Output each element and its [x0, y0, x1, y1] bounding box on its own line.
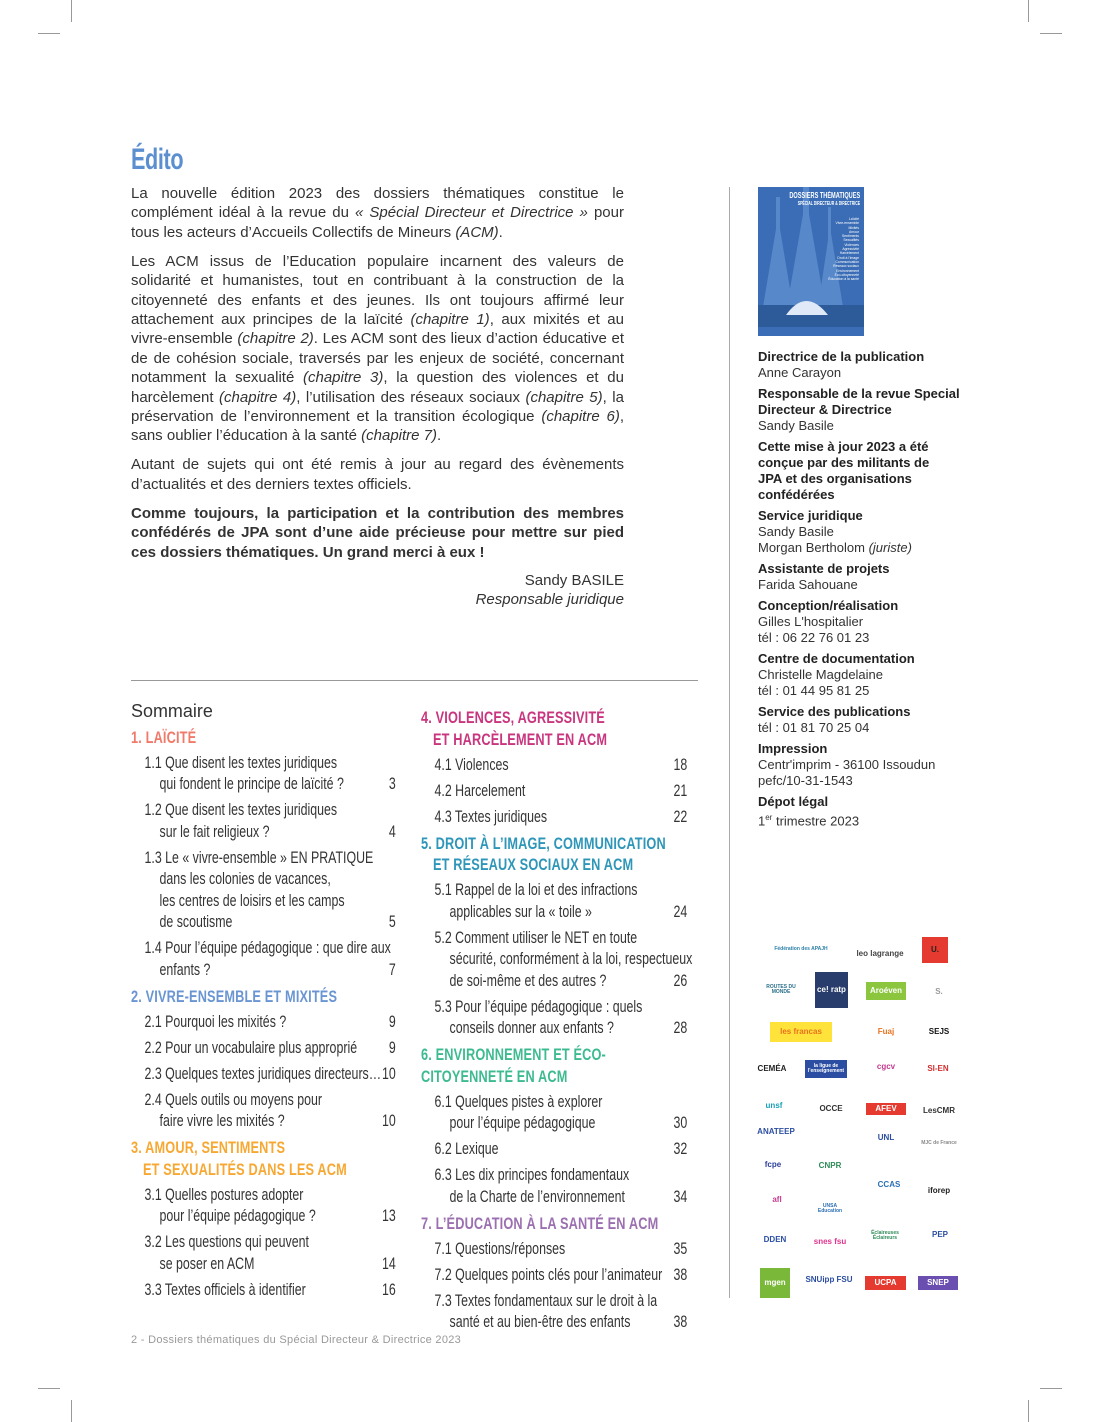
toc-item[interactable] [131, 1185, 396, 1228]
toc-page-number: 9 [388, 1012, 396, 1031]
partner-logo: ROUTES DU MONDE [766, 984, 796, 995]
toc-item-text: 4.3 Textes juridiques [434, 807, 548, 826]
toc-item[interactable] [131, 1232, 396, 1275]
toc-page-number: 13 [381, 1207, 396, 1225]
sommaire-label: Sommaire [131, 701, 213, 721]
toc-item-text: 6.2 Lexique [434, 1140, 499, 1158]
toc-item[interactable] [131, 1064, 396, 1086]
credit-text: Christelle Magdelaine [758, 667, 884, 682]
toc-item-text: santé et au bien-être des enfants [449, 1313, 631, 1331]
credit-group [758, 741, 973, 789]
credit-group [758, 598, 973, 646]
toc-item[interactable] [421, 1139, 687, 1161]
toc-page-number: 22 [673, 807, 688, 826]
toc-item-text: 2.4 Quels outils ou moyens pour [144, 1090, 322, 1109]
toc-item-text: de soi-même et des autres ? [449, 971, 607, 990]
crop-mark [38, 33, 60, 34]
toc-page-number: 10 [381, 1112, 396, 1130]
italic-text: (chapitre 3) [302, 369, 384, 387]
heading-line: ET HARCÈLEMENT EN ACM [433, 729, 608, 749]
credit-text: Sandy Basile [758, 524, 834, 539]
credit-heading: Conception/réalisation [758, 598, 899, 613]
crop-mark [38, 1388, 60, 1389]
toc-page-number: 5 [388, 913, 396, 931]
text-segment: pour tous les acteurs d’Accueils Collectifs de Mineurs [131, 204, 624, 241]
toc-item[interactable] [421, 1165, 687, 1208]
credit-text: Morgan Bertholom [758, 540, 869, 555]
toc-item-text: 5.3 Pour l’équipe pédagogique : quels [434, 997, 643, 1016]
edito-body [131, 184, 624, 610]
cover-topic: Réseaux sociaux [833, 264, 859, 269]
credit-heading: Cette mise à jour 2023 a été [758, 439, 929, 454]
toc-item[interactable] [421, 755, 687, 777]
heading-line: 6. ENVIRONNEMENT ET ÉCO-CITOYENNETÉ EN ACM [421, 1045, 606, 1086]
toc-item[interactable] [131, 848, 396, 934]
partner-logo: PEP [931, 1230, 948, 1239]
credit-line [758, 614, 973, 630]
heading-line: 3. AMOUR, SENTIMENTS [131, 1138, 286, 1157]
partner-logo: les francas [770, 1022, 832, 1042]
partner-logo: Fédération des APAJH [774, 945, 828, 952]
text-segment: Les ACM issus de l’Education populaire incarnent des valeurs de solidarité et humanistes, tout en contribuant à la construction de la citoyenneté des enfants et des jeunes. Ils ont toujours affirmé leur attachement aux principes de la laïcité [131, 252, 624, 329]
text-segment: La nouvelle édition 2023 des dossiers thématiques constitue le complément idéal à la revue du [131, 185, 624, 222]
toc-page-number: 10 [381, 1064, 396, 1083]
credit-note: (juriste) [868, 540, 912, 555]
credit-line [758, 418, 973, 434]
toc-item-text: de scoutisme [159, 913, 233, 931]
partner-logo: Aroéven [866, 982, 906, 1000]
text-segment: , la question des violences et du harcèlement [131, 369, 624, 406]
italic-text: (ACM) [455, 223, 499, 241]
toc-column-left [131, 701, 396, 1301]
credit-line [758, 630, 973, 646]
toc-page-number: 24 [673, 902, 688, 921]
credit-line [758, 667, 973, 683]
signature-name: Sandy BASILE [524, 571, 624, 589]
partner-logo: cgcv [876, 1062, 896, 1071]
edito-paragraph [131, 504, 624, 562]
credit-superscript: er [765, 813, 773, 822]
credit-text: pefc/10-31-1543 [758, 773, 853, 788]
toc-page-number: 32 [673, 1140, 688, 1158]
text-segment: , l’utilisation des réseaux sociaux [296, 388, 526, 406]
cover-topic: Harcèlement [839, 251, 859, 256]
toc-item[interactable] [131, 1012, 396, 1034]
credit-heading: Service des publications [758, 704, 911, 719]
text-segment: Autant de sujets qui ont été remis à jour au regard des évènements d’actualités et des derniers textes officiels. [131, 456, 624, 493]
toc-item[interactable] [421, 1092, 687, 1135]
toc-item-text: 5.1 Rappel de la loi et des infractions [434, 881, 638, 899]
partner-logo: SNUipp FSU [805, 1275, 853, 1284]
partner-logo: SEJS [928, 1027, 950, 1036]
toc-item[interactable] [421, 781, 687, 803]
toc-item-text: se poser en ACM [159, 1254, 255, 1273]
partner-logo: CEMÉA [757, 1064, 787, 1073]
toc-item-text: 1.1 Que disent les textes juridiques [144, 753, 338, 772]
cover-subtitle: SPÉCIAL DIRECTEUR & DIRECTRICE [797, 201, 860, 207]
toc-page-number: 3 [388, 775, 396, 793]
toc-item-text: les centres de loisirs et les camps [159, 891, 345, 910]
toc-item-text: dans les colonies de vacances, [159, 870, 331, 888]
page-title: Édito [131, 143, 184, 176]
credit-text: Anne Carayon [758, 365, 842, 380]
toc-item-text: 2.1 Pourquoi les mixités ? [144, 1012, 287, 1031]
cover-topic: Communication [835, 259, 859, 264]
toc-item-text: sécurité, conformément à la loi, respectueux [449, 950, 693, 968]
divider [131, 680, 698, 681]
toc-item[interactable] [421, 807, 687, 829]
toc-page-number: 38 [673, 1265, 688, 1284]
toc-section-heading [421, 1213, 687, 1235]
credit-heading: Dépot légal [758, 794, 829, 809]
toc-section-heading [421, 1044, 687, 1087]
toc-page-number: 28 [673, 1019, 688, 1037]
credit-line [758, 540, 973, 556]
toc-page-number: 35 [673, 1239, 688, 1258]
edito-paragraph [131, 252, 624, 446]
partner-logo: leo lagrange [856, 949, 904, 958]
partner-logo: LesCMR [922, 1106, 955, 1115]
text-segment: . [437, 427, 442, 445]
toc-item[interactable] [131, 1090, 396, 1133]
partner-logo: S. [935, 987, 943, 996]
credit-text: tél : 01 44 95 81 25 [758, 683, 870, 698]
toc-item-text: 2.3 Quelques textes juridiques directeurs… [144, 1064, 382, 1083]
signature-role: Responsable juridique [475, 591, 624, 609]
credit-text: Sandy Basile [758, 418, 834, 433]
italic-text: « Spécial Directeur et Directrice » [355, 204, 588, 222]
italic-text: (chapitre 4) [219, 388, 297, 406]
italic-text: (chapitre 5) [525, 388, 603, 406]
toc-item-text: 4.2 Harcelement [434, 781, 526, 800]
heading-line: 1. LAÏCITÉ [131, 727, 197, 747]
toc-item-text: 5.2 Comment utiliser le NET en toute [434, 928, 638, 947]
toc-item-text: 1.4 Pour l’équipe pédagogique : que dire aux [144, 939, 391, 957]
cover-topic: Violences [844, 242, 859, 247]
crop-mark [1028, 1400, 1029, 1422]
credit-heading: Centre de documentation [758, 651, 915, 666]
partner-logo: Fuaj [877, 1027, 895, 1036]
toc-item-text: conseils donner aux enfants ? [449, 1019, 614, 1037]
partner-logo: SI-EN [927, 1064, 949, 1073]
partner-logo: CNPR [818, 1161, 842, 1170]
crop-mark [71, 1400, 72, 1422]
partner-logo: U. [922, 937, 948, 963]
credit-group [758, 386, 973, 434]
toc-item-text: 3.1 Quelles postures adopter [144, 1185, 304, 1204]
credit-group [758, 508, 973, 556]
credit-group [758, 561, 973, 593]
partner-logo: la ligue de l'enseignement [805, 1060, 847, 1078]
text-segment: , la préservation de l’environnement et la transition écologique [131, 388, 624, 426]
credit-heading: JPA et des organisations [758, 471, 912, 486]
toc-page-number: 30 [673, 1114, 688, 1132]
cover-thumbnail [758, 187, 864, 336]
credit-line [758, 524, 973, 540]
partner-logo: ce! ratp [815, 972, 848, 1008]
toc-item-text: 1.3 Le « vivre-ensemble » EN PRATIQUE [144, 848, 374, 867]
toc-item-text: 4.1 Violences [434, 755, 509, 774]
cover-topic: Droit à l'image [837, 255, 859, 260]
credit-heading: confédérées [758, 487, 835, 502]
credit-text: tél : 01 81 70 25 04 [758, 720, 870, 735]
toc-section-heading [131, 986, 396, 1008]
toc-item[interactable] [131, 753, 396, 796]
crop-mark [1028, 0, 1029, 22]
credit-line [758, 757, 973, 773]
credit-heading: Directrice de la publication [758, 349, 925, 364]
toc-page-number: 26 [673, 971, 688, 990]
cover-topic: Laïcité [849, 217, 859, 221]
toc-page-number: 34 [673, 1187, 688, 1206]
partner-logo: OCCE [819, 1104, 843, 1113]
credit-line [758, 773, 973, 789]
credit-line [758, 577, 973, 593]
partner-logo: iforep [927, 1186, 951, 1195]
partner-logo: afl [772, 1195, 782, 1204]
toc-item-text: 1.2 Que disent les textes juridiques [144, 801, 338, 819]
toc-item-text: applicables sur la « toile » [449, 902, 592, 921]
text-segment: , aux mixités et au vivre-ensemble [131, 311, 624, 348]
cover-topic: Sexualités [843, 238, 859, 243]
toc-page-number: 21 [673, 781, 688, 800]
partner-logo: DDEN [763, 1235, 787, 1244]
credit-line [758, 683, 973, 699]
partner-logo: unsf [765, 1101, 783, 1110]
cover-topic: Mixités [848, 225, 859, 230]
text-segment: Comme toujours, la participation et la contribution des membres confédérés de JPA sont d’une aide précieuse pour mettre sur pied ces dossiers thématiques. Un grand merci à eux ! [131, 504, 624, 561]
toc-item[interactable] [131, 938, 396, 981]
cover-topic: Éducation à la santé [828, 277, 859, 282]
heading-line: ET RÉSEAUX SOCIAUX EN ACM [433, 855, 634, 874]
toc-item-text: 7.2 Quelques points clés pour l’animateur [434, 1265, 663, 1284]
toc-item[interactable] [421, 997, 687, 1040]
toc-item[interactable] [421, 880, 687, 923]
text-segment: . Les ACM sont des lieux d’action éducative et de de cohésion sociale, traversés par les enjeux de société, concernant notamment la sexualité [131, 330, 624, 387]
credit-heading: Responsable de la revue Special [758, 386, 960, 401]
heading-line: 5. DROIT À L’IMAGE, COMMUNICATION [421, 833, 666, 853]
italic-text: (chapitre 7) [361, 427, 438, 445]
toc-section-heading [131, 727, 396, 749]
credit-text: trimestre 2023 [772, 813, 860, 829]
partner-logo: Éclaireuses Éclaireurs [871, 1230, 899, 1241]
toc-item-text: 6.3 Les dix principes fondamentaux [434, 1166, 630, 1184]
toc-item-text: pour l’équipe pédagogique ? [159, 1207, 316, 1225]
toc-item[interactable] [131, 1038, 396, 1060]
toc-item-text: qui fondent le principe de laïcité ? [159, 775, 344, 793]
text-segment: . [498, 223, 503, 241]
crop-mark [1040, 33, 1062, 34]
toc-item-text: 7.3 Textes fondamentaux sur le droit à la [434, 1291, 658, 1310]
cover-topic: Environnement [836, 268, 859, 273]
toc-item-text: pour l’équipe pédagogique [449, 1114, 596, 1132]
toc-item[interactable] [131, 800, 396, 843]
cover-topic: Sentiments [842, 234, 859, 239]
credit-heading: Assistante de projets [758, 561, 890, 576]
toc-item[interactable] [421, 928, 693, 993]
partner-logo: UCPA [865, 1276, 906, 1290]
partner-logo: CCAS [877, 1180, 901, 1189]
heading-line: ET SEXUALITÉS DANS LES ACM [143, 1159, 347, 1179]
page-footer: 2 - Dossiers thématiques du Spécial Directeur & Directrice 2023 [131, 1334, 462, 1346]
toc-page-number: 14 [381, 1254, 396, 1273]
toc-item-text: 7.1 Questions/réponses [434, 1239, 566, 1258]
toc-item[interactable] [421, 1265, 687, 1287]
toc-page-number: 16 [381, 1280, 396, 1299]
credit-text: 1 [758, 813, 766, 829]
toc-item[interactable] [421, 1291, 687, 1334]
edito-paragraph [131, 184, 624, 242]
toc-section-heading [421, 833, 687, 876]
italic-text: (chapitre 1) [410, 311, 490, 329]
credit-heading: Directeur & Directrice [758, 402, 892, 417]
credit-group [758, 794, 973, 829]
partner-logo: fcpe [764, 1160, 782, 1169]
credit-group [758, 439, 973, 503]
partner-logo: MJC de France [921, 1139, 957, 1146]
crop-mark [1040, 1388, 1062, 1389]
edito-paragraphs [131, 184, 624, 562]
toc-page-number: 38 [673, 1313, 688, 1331]
credit-heading: Impression [758, 741, 828, 756]
italic-text: (chapitre 6) [541, 408, 620, 426]
toc-item-text: de la Charte de l’environnement [449, 1187, 625, 1206]
toc-item-text: 3.2 Les questions qui peuvent [144, 1233, 309, 1251]
toc-item-text: 2.2 Pour un vocabulaire plus approprié [144, 1038, 358, 1057]
toc-page-number: 7 [388, 960, 396, 979]
toc-item-text: 3.3 Textes officiels à identifier [144, 1280, 306, 1299]
credit-group [758, 651, 973, 699]
toc-item-text: faire vivre les mixités ? [159, 1112, 285, 1130]
partner-logo: ANATEEP [757, 1127, 795, 1136]
credit-line [758, 810, 973, 829]
credit-group [758, 704, 973, 736]
cover-topic: Vivre-ensemble [835, 221, 859, 226]
crop-mark [71, 0, 72, 22]
credit-heading: Service juridique [758, 508, 863, 523]
text-segment: , sans oublier l’éducation à la santé [131, 408, 624, 445]
column-divider [729, 187, 730, 1298]
toc-item[interactable] [131, 1280, 396, 1302]
cover-topic: Éco-citoyenneté [834, 272, 859, 277]
cover-topic: Amour [849, 229, 859, 234]
partner-logo: SNEP [918, 1276, 958, 1290]
toc-item[interactable] [421, 1239, 687, 1261]
credit-heading: conçue par des militants de [758, 455, 930, 470]
credit-line [758, 365, 973, 381]
cover-title: DOSSIERS THÉMATIQUES [789, 191, 860, 200]
credit-text: tél : 06 22 76 01 23 [758, 630, 870, 645]
partner-logo: mgen [760, 1268, 790, 1298]
heading-line: 2. VIVRE-ENSEMBLE ET MIXITÉS [131, 986, 338, 1006]
toc-item-text: enfants ? [159, 960, 211, 979]
toc-page-number: 9 [388, 1038, 396, 1057]
toc-section-heading [421, 707, 687, 750]
credit-group [758, 349, 973, 381]
cover-topics [828, 217, 859, 281]
credit-text: Farida Sahouane [758, 577, 858, 592]
toc-column-right [421, 705, 693, 1334]
credits [758, 349, 973, 834]
heading-line: 7. L’ÉDUCATION À LA SANTÉ EN ACM [421, 1213, 659, 1233]
partner-logo: UNSA Education [817, 1203, 843, 1214]
cover-topic: Agressivité [842, 247, 859, 252]
credit-text: Gilles L'hospitalier [758, 614, 864, 629]
edito-paragraph [131, 455, 624, 494]
partner-logo: UNL [877, 1133, 895, 1142]
partner-logo: AFEV [866, 1103, 906, 1115]
italic-text: (chapitre 2) [237, 330, 314, 348]
heading-line: 4. VIOLENCES, AGRESSIVITÉ [421, 708, 605, 727]
toc-section-heading [131, 1137, 396, 1180]
toc-item-text: 6.1 Quelques pistes à explorer [434, 1092, 603, 1111]
partner-logo: snes fsu [813, 1237, 847, 1246]
toc-page-number: 18 [673, 755, 688, 774]
toc-page-number: 4 [388, 822, 396, 841]
credit-line [758, 720, 973, 736]
credit-text: Centr'imprim - 36100 Issoudun [758, 757, 936, 772]
toc-item-text: sur le fait religieux ? [159, 822, 270, 841]
